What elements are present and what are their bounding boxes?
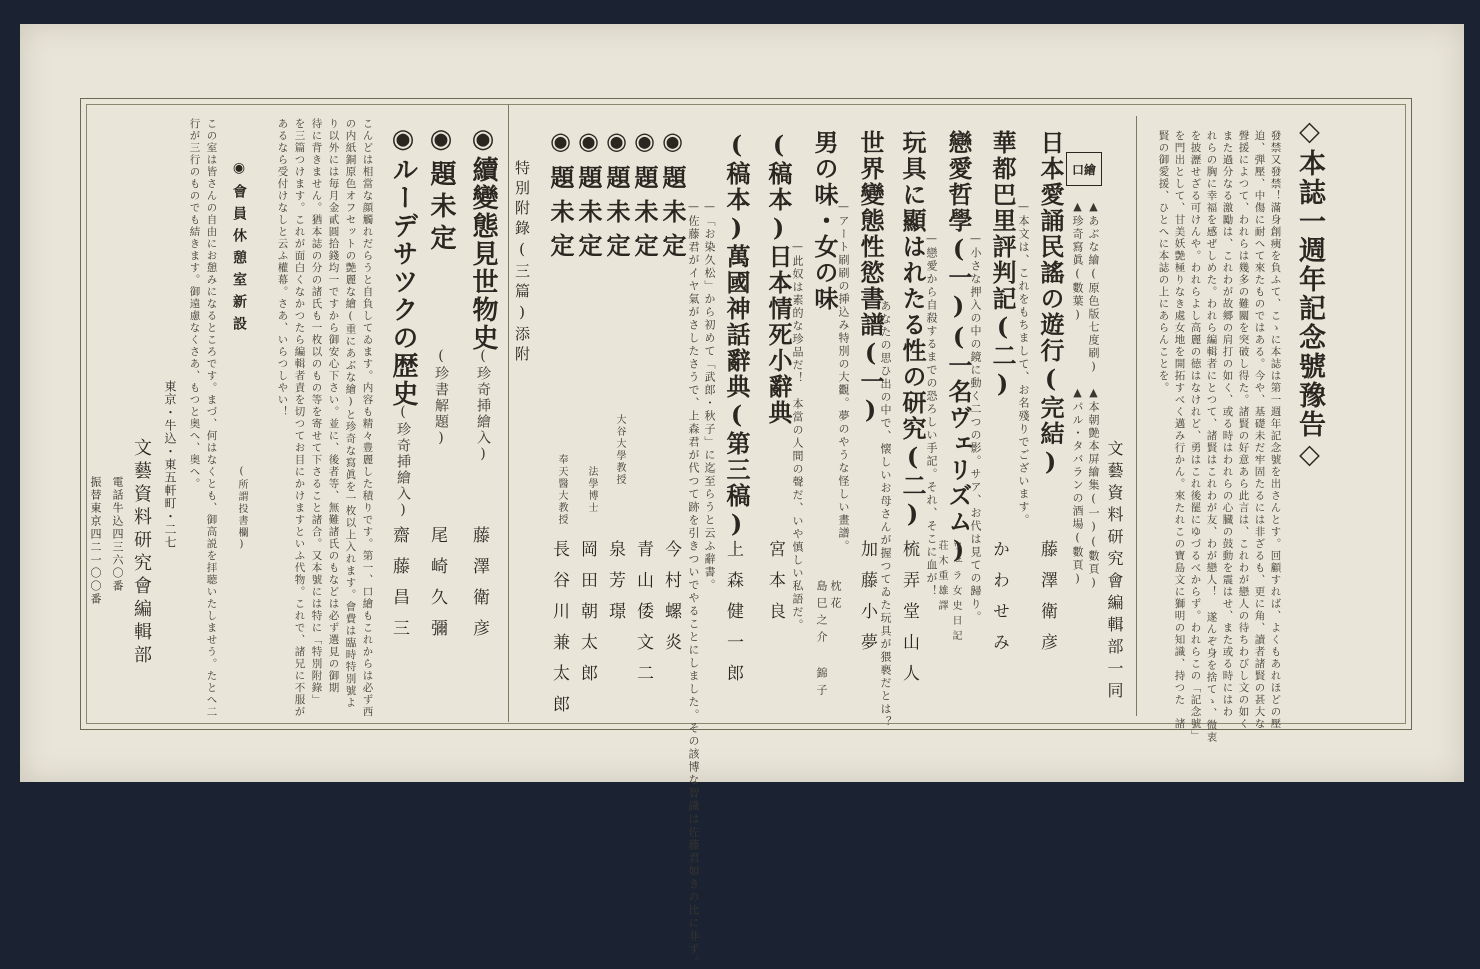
contents-author: 梳弄堂山人 (899, 540, 919, 695)
lounge-text: この室は皆さんの自由にお憩みになるところです。まづ、何はなくとも、御高説を拝聴いたしませう。たとへ二 (205, 118, 218, 718)
announcement-line: 賢の御愛援、ひとへに本誌の上にあらんことを。 (1157, 130, 1170, 394)
contents-title: (稿本)萬國神話辭典(第三稿) (722, 130, 751, 540)
contents-note: —佐藤君がイヤ氣がさしたさうで、上森君が代つて跡を引きついでやることにしました。その該博な智識は佐藤君如きの比に非ず。 (687, 200, 700, 969)
undecided-author: 青山倭文二 (633, 540, 653, 695)
undecided-author: 岡田朝太郎 (577, 540, 597, 695)
contents-author: 加藤小夢 (857, 540, 877, 664)
contents-title: 戀愛哲學(一)(一名ヴェリズム) (944, 130, 973, 566)
publisher-address: 東京・牛込・東五軒町・二七 (163, 380, 177, 549)
undecided-title: ◉題未定 (546, 126, 575, 267)
announcement-line: を披瀝せざる可けんや。われらよし高麗の徳はなけれど、勇はこれ後罷にゆづるべからず。われらこの「記念號」 (1189, 130, 1202, 742)
contents-note: —小さな押入の中の鏡に動く二つの影。サア、お代は見ての歸り。 (969, 232, 982, 624)
supplement-title: ◉續變態見世物史 (468, 124, 498, 352)
contents-translator: ウェラ女史日記 (950, 540, 961, 645)
notes-line: の内紙銅原色オフセットの艶麗な繪(重にあぶな繪)と珍奇な寫眞を一枚以上入れます。會費は臨時特別號よ (344, 118, 357, 709)
publisher-name: 文藝資料研究會編輯部 (131, 438, 152, 668)
lounge-sub: (所謂投書欄) (236, 466, 247, 552)
notes-line: あるなら受付けなしと云ふ權幕。さあ、いらつしやい！ (276, 118, 289, 418)
contents-translator: 枕花 (829, 580, 842, 614)
undecided-author: 泉芳璟 (605, 540, 625, 633)
undecided-affiliation: 大谷大學教授 (614, 414, 625, 486)
lounge-title: ◉會員休憩室新設 (231, 160, 247, 338)
announcement-line: 聲援によつて、われらは幾多の難關を突破し得た。諸賢の好意あら此言は、これわが戀人の待ちわびし文の如く (1237, 130, 1250, 730)
contents-title: (稿本)日本情死小辭典 (764, 130, 793, 426)
supplement-sub: (珍奇挿繪入) (475, 348, 491, 464)
announcement-line: れらの胸に幸福を感ぜしめた。われら編輯者にとつて、諸賢はこれわが友、わが戀人！ 遂んぞ身を捨てゝ、微衷 (1205, 130, 1218, 744)
supplement-author: 尾崎久彌 (427, 526, 447, 650)
supplement-title: ◉ルーデサツクの歴史 (388, 124, 418, 408)
supplement-author: 齋藤昌三 (389, 526, 409, 650)
contents-author: 宮本良 (765, 540, 785, 633)
announcement-title: ◇本誌一週年記念號豫告◇ (1294, 116, 1325, 472)
notes-line: 待に背きません。猶本誌の分の諸氏も一枚以のもの等を寄せて下さること諸合。又本號には特に「特別附錄」 (310, 118, 323, 706)
contents-author: 荘木重雄譯 (936, 540, 947, 615)
notes-line: こんどは相當な顔觸れだらうと自負してゐます。内容も精々豊麗した積りです。第一、口繪もこれからは必ず西 (361, 118, 374, 718)
publisher-transfer: 振替東京四二一〇〇番 (89, 476, 102, 606)
notes-line: を三篇つけます。これが面白くなかつたら編輯者責を切つてお目にかけますといふ代物。これで、諸兄に不服が (293, 118, 306, 718)
announcement-signature: 文藝資料研究會編輯部一同 (1105, 440, 1124, 704)
contents-note: —「お染久松」から初めて「武郎・秋子」に迄至らうと云ふ辭書。 (703, 200, 716, 592)
contents-title: 世界變態性慾書譜(一) (856, 130, 885, 426)
kuchie-item: ▲珍奇寫眞(數葉) (1071, 200, 1084, 323)
publisher-phone: 電話牛込四三六〇番 (111, 476, 124, 593)
supplement-title: ◉題未定 (426, 124, 456, 256)
undecided-title: ◉題未定 (574, 126, 603, 267)
announcement-line: また過分なる激勵は、これわが故郷の肩打の如く、或る時はわれらの心臓の鼓動を震はせ、また或る時にはわ (1221, 130, 1234, 718)
contents-author: かわせみ (989, 540, 1009, 664)
contents-title: 日本愛誦民謠の遊行(完結) (1036, 130, 1065, 478)
supplement-sub: (珍奇挿繪入) (395, 404, 411, 520)
divider (1136, 116, 1137, 716)
kuchie-item: ▲本朝艶本屏繪集(一)(數頁) (1087, 386, 1100, 591)
supplement-header: 特別附錄(三篇)添附 (513, 160, 531, 366)
lounge-text: 行が三行のものでも結きます。御遠慮なくさあ、もつと奥へ、奥へ。 (188, 118, 201, 490)
supplement-author: 藤澤衛彦 (469, 526, 489, 650)
contents-title: 華都巴里評判記(二) (988, 130, 1017, 400)
contents-note: —此奴は素的な珍品だ！ 本當の人間の聲だ、いや慎しい私語だ。 (791, 240, 804, 632)
announcement-line: 迫、弾壓、中傷に耐へて來たものではある。今や、基礎未だ牢固たるには非ざるも、更に角、讀者諸賢の甚大な (1253, 130, 1266, 730)
contents-author: 上森健一郎 (723, 540, 743, 695)
contents-title: 男の味・女の味 (810, 130, 839, 312)
contents-note: —本文は、これをもちまして、お名殘りでございます。 (1017, 200, 1030, 527)
undecided-title: ◉題未定 (602, 126, 631, 267)
contents-note: —アート刷刷の挿込み特別の大觀。夢のやうな怪しい畫譜。 (837, 200, 850, 553)
announcement-line: を門出として、甘美妖艶極りなき處女地を開拓すべく邁み行かん。來たれこの寶島文に獅明の知識、持つた 諸 (1173, 130, 1186, 730)
announcement-line: 發禁又發禁！滿身創痍を負ふて、こゝに本誌は第一週年記念號を出さんとす。回顧すれば、よくもあれほどの壓 (1269, 130, 1282, 730)
contents-author: 島巳之介 錦子 (815, 580, 828, 701)
kuchie-item: ▲あぶな繪(原色版七度刷) (1087, 200, 1100, 375)
kuchie-label: 口繪 (1066, 152, 1102, 186)
contents-note: あなたの思ひ出の中で、懐しいお母さんが握つてゐた玩具が猥褻だとは？ (879, 300, 892, 729)
undecided-author: 今村螺炎 (661, 540, 681, 664)
divider (508, 104, 509, 722)
contents-author: 藤澤衛彦 (1037, 540, 1057, 664)
contents-title: 玩具に顯はれたる性の研究(二) (898, 130, 927, 530)
notes-line: り以外には毎月金貳圓拾錢均一ですから御安心下さい。並に、後者等、無難諸氏のもなどは必ず選見の御期 (327, 118, 340, 694)
supplement-sub: (珍書解題) (433, 348, 449, 448)
undecided-affiliation: 法學博士 (586, 466, 597, 514)
contents-note: —戀愛から自殺するまでの恐ろしい手記。それ、そこに血が！ (925, 232, 938, 598)
undecided-author: 長谷川兼太郎 (549, 540, 569, 726)
undecided-affiliation: 奉天醫大教授 (556, 454, 567, 526)
kuchie-item: ▲パル・タバランの酒場(數頁) (1071, 386, 1084, 587)
undecided-title: ◉題未定 (630, 126, 659, 267)
undecided-title: ◉題未定 (658, 126, 687, 267)
